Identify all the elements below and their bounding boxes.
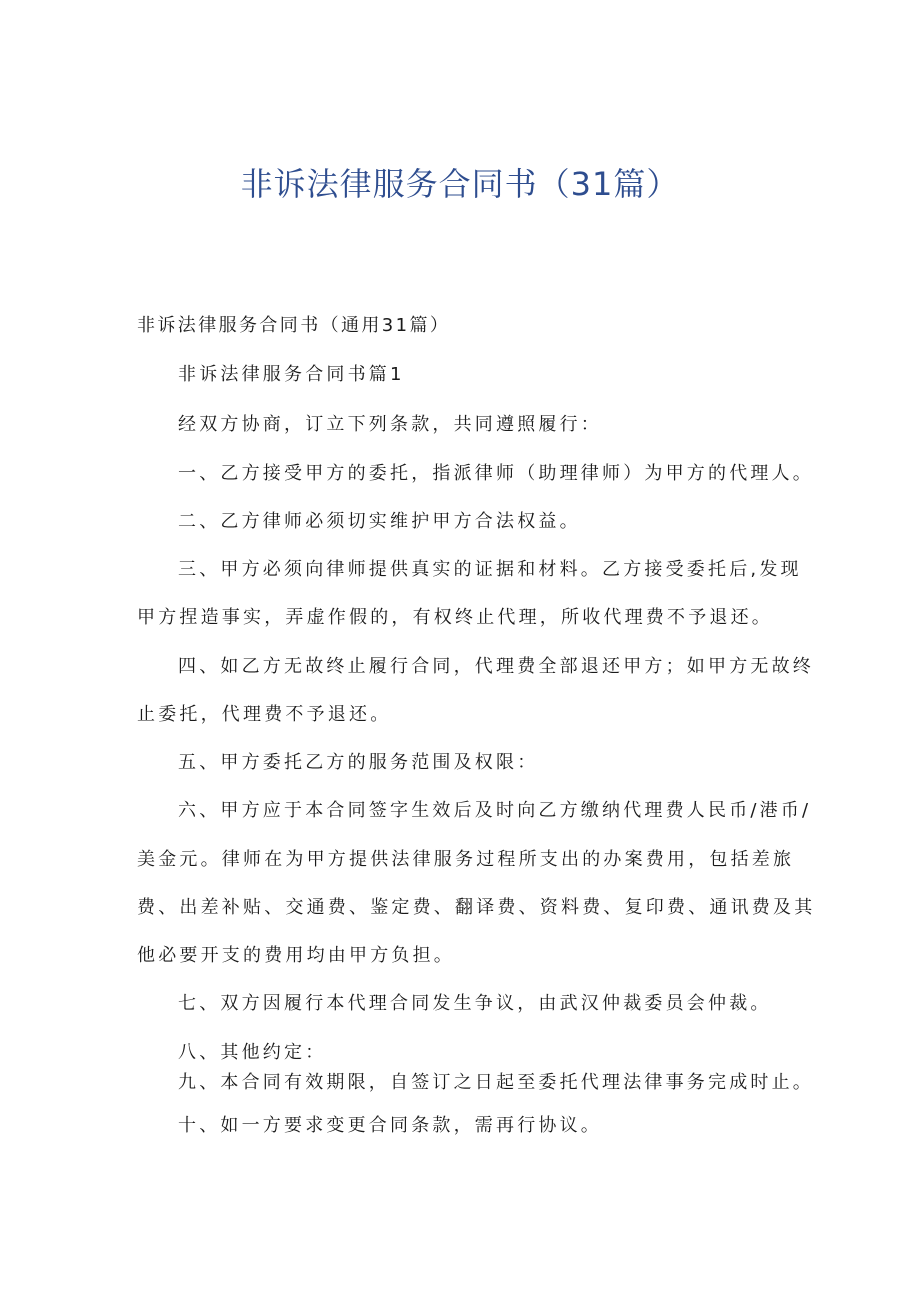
document-subtitle: 非诉法律服务合同书（通用31篇） <box>137 315 451 336</box>
section-heading: 非诉法律服务合同书篇1 <box>178 364 405 385</box>
paragraph-line: 止委托，代理费不予退还。 <box>137 704 392 725</box>
paragraph-line: 五、甲方委托乙方的服务范围及权限： <box>178 752 539 773</box>
paragraph-line: 二、乙方律师必须切实维护甲方合法权益。 <box>178 511 581 532</box>
paragraph-line: 甲方捏造事实，弄虚作假的，有权终止代理，所收代理费不予退还。 <box>137 607 773 628</box>
paragraph-line: 他必要开支的费用均由甲方负担。 <box>137 945 455 966</box>
paragraph-line: 十、如一方要求变更合同条款，需再行协议。 <box>178 1115 602 1136</box>
paragraph-line: 费、出差补贴、交通费、鉴定费、翻译费、资料费、复印费、通讯费及其 <box>137 897 816 918</box>
paragraph-line: 三、甲方必须向律师提供真实的证据和材料。乙方接受委托后,发现 <box>178 559 802 580</box>
paragraph-line: 九、本合同有效期限，自签订之日起至委托代理法律事务完成时止。 <box>178 1072 814 1093</box>
paragraph-line: 八、其他约定： <box>178 1042 327 1063</box>
paragraph-line: 四、如乙方无故终止履行合同，代理费全部退还甲方；如甲方无故终 <box>178 656 814 677</box>
paragraph-line: 经双方协商，订立下列条款，共同遵照履行： <box>178 414 602 435</box>
paragraph-line: 一、乙方接受甲方的委托，指派律师（助理律师）为甲方的代理人。 <box>178 463 814 484</box>
document-title: 非诉法律服务合同书（31篇） <box>240 165 680 203</box>
paragraph-line: 美金元。律师在为甲方提供法律服务过程所支出的办案费用，包括差旅 <box>137 849 795 870</box>
paragraph-line: 七、双方因履行本代理合同发生争议，由武汉仲裁委员会仲裁。 <box>178 993 772 1014</box>
paragraph-line: 六、甲方应于本合同签字生效后及时向乙方缴纳代理费人民币/港币/ <box>178 800 812 821</box>
